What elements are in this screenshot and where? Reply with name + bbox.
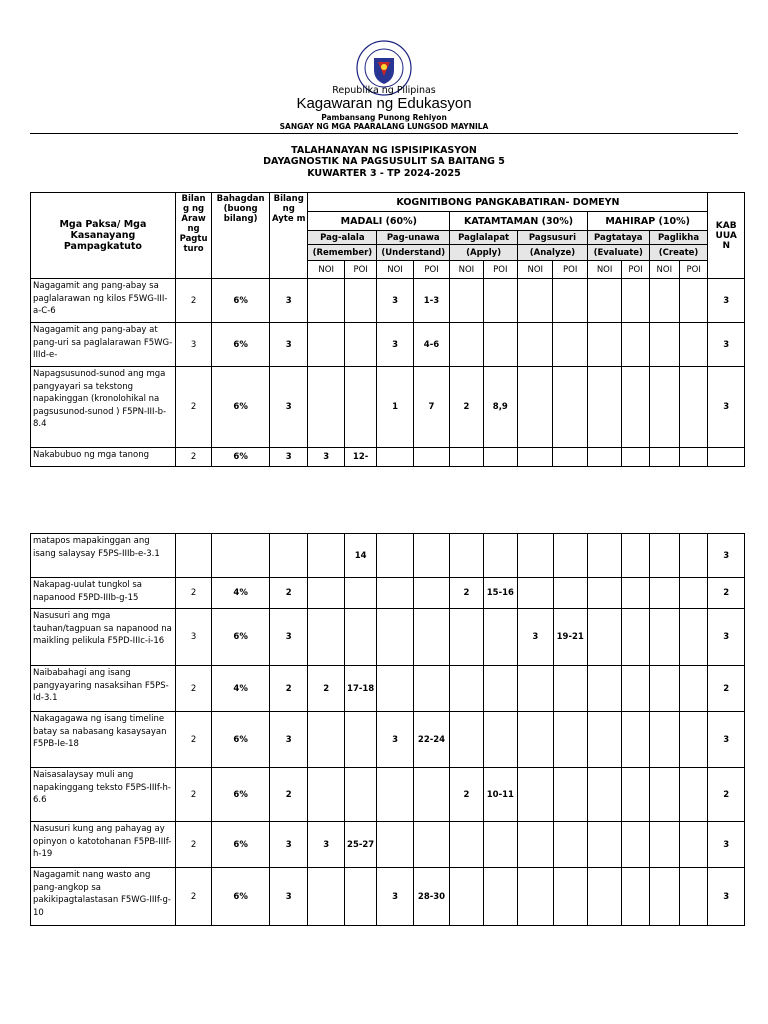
days-cell: 2 bbox=[175, 448, 211, 467]
table-row bbox=[31, 578, 745, 609]
total-cell: 2 bbox=[708, 578, 745, 609]
noi-cell bbox=[649, 578, 679, 609]
total-cell: 2 bbox=[708, 666, 745, 712]
noi-cell bbox=[587, 609, 621, 666]
noi-label: NOI bbox=[587, 261, 621, 279]
percent-cell: 6% bbox=[212, 279, 270, 323]
poi-cell bbox=[680, 609, 708, 666]
poi-cell bbox=[622, 367, 649, 448]
noi-label: NOI bbox=[308, 261, 344, 279]
items-cell: 3 bbox=[269, 609, 307, 666]
percent-cell: 6% bbox=[212, 822, 270, 868]
noi-cell bbox=[649, 448, 679, 467]
col-topics-header: Mga Paksa/ Mga Kasanayang Pampagkatuto bbox=[31, 193, 176, 279]
poi-cell bbox=[680, 578, 708, 609]
madali-header: MADALI (60%) bbox=[308, 212, 450, 231]
poi-cell bbox=[622, 609, 649, 666]
poi-label: POI bbox=[344, 261, 376, 279]
table-row bbox=[31, 768, 745, 822]
noi-cell bbox=[518, 367, 553, 448]
noi-cell bbox=[587, 279, 621, 323]
poi-cell: 14 bbox=[344, 534, 376, 578]
noi-cell bbox=[450, 822, 483, 868]
percent-cell: 6% bbox=[212, 609, 270, 666]
poi-cell bbox=[344, 323, 376, 367]
noi-cell bbox=[518, 578, 553, 609]
poi-cell bbox=[413, 768, 449, 822]
total-cell: 3 bbox=[708, 367, 745, 448]
noi-cell: 2 bbox=[450, 367, 483, 448]
noi-cell bbox=[518, 448, 553, 467]
items-cell: 3 bbox=[269, 448, 307, 467]
poi-cell bbox=[483, 822, 517, 868]
level-evaluate-en: (Evaluate) bbox=[587, 245, 649, 261]
noi-cell bbox=[377, 822, 413, 868]
percent-cell: 6% bbox=[212, 868, 270, 926]
region-label: Pambansang Punong Rehiyon bbox=[321, 113, 447, 122]
doc-title-2: DAYAGNOSTIK NA PAGSUSULIT SA BAITANG 5 bbox=[263, 156, 505, 167]
noi-cell bbox=[518, 666, 553, 712]
noi-cell: 3 bbox=[377, 323, 413, 367]
poi-cell: 22-24 bbox=[413, 712, 449, 768]
competency-cell: Napagsusunod-sunod ang mga pangyayari sa tekstong napakinggan (kronolohikal na pagsusunod-sunod ) F5PN-III-b-8.4 bbox=[31, 367, 176, 448]
level-understand-name: Pag-unawa bbox=[377, 231, 450, 245]
poi-cell bbox=[680, 712, 708, 768]
noi-cell bbox=[308, 768, 344, 822]
poi-cell bbox=[413, 448, 449, 467]
poi-cell bbox=[483, 448, 517, 467]
poi-cell: 15-16 bbox=[483, 578, 517, 609]
poi-cell bbox=[622, 712, 649, 768]
noi-cell bbox=[518, 323, 553, 367]
noi-cell bbox=[518, 534, 553, 578]
col-days-header: Bilan g ng Araw ng Pagtu turo bbox=[175, 193, 211, 279]
poi-cell bbox=[344, 712, 376, 768]
top-table-body bbox=[31, 279, 745, 467]
poi-cell bbox=[483, 609, 517, 666]
poi-cell: 1-3 bbox=[413, 279, 449, 323]
competency-cell: Nasusuri kung ang pahayag ay opinyon o katotohanan F5PB-IIIf-h-19 bbox=[31, 822, 176, 868]
poi-cell bbox=[553, 279, 587, 323]
noi-cell bbox=[649, 666, 679, 712]
noi-cell bbox=[450, 609, 483, 666]
noi-cell bbox=[450, 712, 483, 768]
poi-cell bbox=[553, 534, 587, 578]
noi-cell bbox=[518, 712, 553, 768]
poi-cell bbox=[483, 666, 517, 712]
noi-cell bbox=[518, 279, 553, 323]
competency-cell: Nagagamit ang pang-abay at pang-uri sa paglalarawan F5WG-IIId-e- bbox=[31, 323, 176, 367]
total-cell: 3 bbox=[708, 712, 745, 768]
poi-cell bbox=[553, 367, 587, 448]
republic-label: Republika ng Pilipinas bbox=[332, 85, 436, 96]
agency-name: Kagawaran ng Edukasyon bbox=[296, 95, 472, 112]
poi-label: POI bbox=[483, 261, 517, 279]
days-cell: 2 bbox=[175, 768, 211, 822]
level-understand-en: (Understand) bbox=[377, 245, 450, 261]
level-apply-name: Paglalapat bbox=[450, 231, 518, 245]
competency-cell: Nakapag-uulat tungkol sa napanood F5PD-IIIb-g-15 bbox=[31, 578, 176, 609]
poi-label: POI bbox=[622, 261, 649, 279]
noi-cell bbox=[377, 578, 413, 609]
poi-cell bbox=[344, 279, 376, 323]
noi-cell bbox=[308, 534, 344, 578]
table-row bbox=[31, 712, 745, 768]
poi-cell bbox=[680, 323, 708, 367]
poi-label: POI bbox=[553, 261, 587, 279]
table-row bbox=[31, 822, 745, 868]
poi-cell: 10-11 bbox=[483, 768, 517, 822]
noi-cell bbox=[377, 666, 413, 712]
poi-cell bbox=[680, 279, 708, 323]
katamtaman-header: KATAMTAMAN (30%) bbox=[450, 212, 588, 231]
poi-cell bbox=[483, 712, 517, 768]
noi-cell bbox=[377, 448, 413, 467]
poi-cell bbox=[413, 822, 449, 868]
days-cell: 2 bbox=[175, 367, 211, 448]
level-analyze-name: Pagsusuri bbox=[518, 231, 588, 245]
poi-cell bbox=[622, 323, 649, 367]
noi-cell bbox=[587, 448, 621, 467]
spec-table-top bbox=[30, 192, 745, 467]
poi-cell: 4-6 bbox=[413, 323, 449, 367]
total-cell: 2 bbox=[708, 768, 745, 822]
poi-cell bbox=[622, 822, 649, 868]
level-evaluate-name: Pagtataya bbox=[587, 231, 649, 245]
noi-cell bbox=[587, 666, 621, 712]
total-cell: 3 bbox=[708, 534, 745, 578]
competency-cell: Nasusuri ang mga tauhan/tagpuan sa napanood na maikling pelikula F5PD-IIIc-i-16 bbox=[31, 609, 176, 666]
items-cell: 3 bbox=[269, 822, 307, 868]
percent-cell: 6% bbox=[212, 448, 270, 467]
poi-cell bbox=[680, 448, 708, 467]
poi-cell bbox=[622, 279, 649, 323]
poi-cell bbox=[344, 768, 376, 822]
poi-cell: 19-21 bbox=[553, 609, 587, 666]
poi-cell bbox=[344, 367, 376, 448]
noi-cell bbox=[377, 609, 413, 666]
noi-cell bbox=[450, 534, 483, 578]
poi-cell bbox=[622, 448, 649, 467]
poi-cell bbox=[622, 666, 649, 712]
percent-cell: 4% bbox=[212, 578, 270, 609]
percent-cell: 6% bbox=[212, 367, 270, 448]
percent-cell: 6% bbox=[212, 768, 270, 822]
poi-cell: 17-18 bbox=[344, 666, 376, 712]
poi-cell bbox=[483, 279, 517, 323]
poi-cell bbox=[553, 323, 587, 367]
poi-cell bbox=[483, 868, 517, 926]
noi-cell bbox=[450, 448, 483, 467]
doc-title-1: TALAHANAYAN NG ISPISIPIKASYON bbox=[291, 145, 477, 156]
noi-cell bbox=[308, 323, 344, 367]
competency-cell: Naibabahagi ang isang pangyayaring nasaksihan F5PS-Id-3.1 bbox=[31, 666, 176, 712]
poi-cell: 12- bbox=[344, 448, 376, 467]
noi-cell bbox=[587, 868, 621, 926]
table-row bbox=[31, 323, 745, 367]
days-cell: 3 bbox=[175, 609, 211, 666]
col-items-header: Bilang ng Ayte m bbox=[269, 193, 307, 279]
noi-cell bbox=[308, 868, 344, 926]
noi-cell bbox=[308, 712, 344, 768]
noi-label: NOI bbox=[649, 261, 679, 279]
doc-title-3: KUWARTER 3 - TP 2024-2025 bbox=[307, 168, 461, 179]
total-cell: 3 bbox=[708, 609, 745, 666]
days-cell: 2 bbox=[175, 279, 211, 323]
total-cell bbox=[708, 448, 745, 467]
table-row bbox=[31, 534, 745, 578]
noi-label: NOI bbox=[377, 261, 413, 279]
items-cell: 3 bbox=[269, 323, 307, 367]
noi-cell bbox=[649, 534, 679, 578]
poi-cell bbox=[622, 578, 649, 609]
noi-cell bbox=[308, 578, 344, 609]
noi-label: NOI bbox=[450, 261, 483, 279]
table-row bbox=[31, 609, 745, 666]
items-cell bbox=[269, 534, 307, 578]
mahirap-header: MAHIRAP (10%) bbox=[587, 212, 708, 231]
noi-cell bbox=[587, 822, 621, 868]
noi-cell: 3 bbox=[308, 448, 344, 467]
noi-cell bbox=[649, 279, 679, 323]
poi-cell bbox=[680, 868, 708, 926]
noi-cell: 1 bbox=[377, 367, 413, 448]
division-label: SANGAY NG MGA PAARALANG LUNGSOD MAYNILA bbox=[279, 122, 489, 131]
total-cell: 3 bbox=[708, 279, 745, 323]
level-analyze-en: (Analyze) bbox=[518, 245, 588, 261]
level-remember-name: Pag-alala bbox=[308, 231, 377, 245]
poi-cell bbox=[622, 534, 649, 578]
items-cell: 3 bbox=[269, 868, 307, 926]
percent-cell: 4% bbox=[212, 666, 270, 712]
poi-cell bbox=[680, 534, 708, 578]
days-cell: 2 bbox=[175, 666, 211, 712]
poi-cell bbox=[413, 609, 449, 666]
noi-cell: 3 bbox=[377, 279, 413, 323]
poi-cell bbox=[553, 822, 587, 868]
items-cell: 2 bbox=[269, 666, 307, 712]
days-cell: 2 bbox=[175, 822, 211, 868]
table-row bbox=[31, 279, 745, 323]
noi-cell bbox=[518, 822, 553, 868]
competency-cell: Naisasalaysay muli ang napakinggang teksto F5PS-IIIf-h-6.6 bbox=[31, 768, 176, 822]
competency-cell: matapos mapakinggan ang isang salaysay F5PS-IIIb-e-3.1 bbox=[31, 534, 176, 578]
table-row bbox=[31, 448, 745, 467]
noi-cell bbox=[649, 367, 679, 448]
noi-cell bbox=[377, 534, 413, 578]
poi-cell bbox=[344, 868, 376, 926]
noi-cell bbox=[649, 609, 679, 666]
poi-cell bbox=[680, 822, 708, 868]
noi-cell bbox=[450, 323, 483, 367]
total-cell: 3 bbox=[708, 323, 745, 367]
noi-cell: 2 bbox=[308, 666, 344, 712]
percent-cell: 6% bbox=[212, 712, 270, 768]
poi-cell: 25-27 bbox=[344, 822, 376, 868]
noi-cell bbox=[587, 534, 621, 578]
days-cell: 2 bbox=[175, 578, 211, 609]
items-cell: 3 bbox=[269, 279, 307, 323]
poi-cell bbox=[553, 448, 587, 467]
noi-cell bbox=[308, 367, 344, 448]
noi-cell bbox=[308, 279, 344, 323]
poi-cell bbox=[553, 868, 587, 926]
noi-cell: 3 bbox=[518, 609, 553, 666]
noi-cell bbox=[649, 323, 679, 367]
table-row bbox=[31, 666, 745, 712]
noi-cell bbox=[587, 578, 621, 609]
noi-cell bbox=[450, 666, 483, 712]
col-total-header: KAB UUA N bbox=[708, 193, 745, 279]
noi-cell bbox=[649, 868, 679, 926]
poi-cell bbox=[413, 666, 449, 712]
days-cell: 2 bbox=[175, 712, 211, 768]
items-cell: 2 bbox=[269, 578, 307, 609]
poi-cell bbox=[483, 534, 517, 578]
poi-cell bbox=[622, 868, 649, 926]
poi-cell bbox=[680, 666, 708, 712]
poi-cell bbox=[622, 768, 649, 822]
poi-label: POI bbox=[680, 261, 708, 279]
noi-cell bbox=[450, 279, 483, 323]
header-rule bbox=[30, 133, 738, 134]
noi-cell bbox=[649, 712, 679, 768]
competency-cell: Nagagamit nang wasto ang pang-angkop sa pakikipagtalastasan F5WG-IIIf-g-10 bbox=[31, 868, 176, 926]
noi-cell: 3 bbox=[377, 712, 413, 768]
domain-header: KOGNITIBONG PANGKABATIRAN- DOMEYN bbox=[308, 193, 708, 212]
table-row bbox=[31, 367, 745, 448]
total-cell: 3 bbox=[708, 868, 745, 926]
poi-cell bbox=[344, 609, 376, 666]
poi-cell bbox=[413, 534, 449, 578]
col-percent-header: Bahagdan (buong bilang) bbox=[212, 193, 270, 279]
poi-label: POI bbox=[413, 261, 449, 279]
noi-cell bbox=[587, 367, 621, 448]
competency-cell: Nagagamit ang pang-abay sa paglalarawan ng kilos F5WG-III-a-C-6 bbox=[31, 279, 176, 323]
poi-cell bbox=[483, 323, 517, 367]
noi-cell bbox=[377, 768, 413, 822]
noi-cell bbox=[587, 323, 621, 367]
noi-cell bbox=[308, 609, 344, 666]
level-create-name: Paglikha bbox=[649, 231, 708, 245]
level-create-en: (Create) bbox=[649, 245, 708, 261]
total-cell: 3 bbox=[708, 822, 745, 868]
poi-cell: 8,9 bbox=[483, 367, 517, 448]
noi-cell: 2 bbox=[450, 768, 483, 822]
noi-cell bbox=[649, 822, 679, 868]
poi-cell bbox=[553, 578, 587, 609]
days-cell: 2 bbox=[175, 868, 211, 926]
competency-cell: Nakagagawa ng isang timeline batay sa nabasang kasaysayan F5PB-Ie-18 bbox=[31, 712, 176, 768]
poi-cell: 7 bbox=[413, 367, 449, 448]
poi-cell bbox=[553, 666, 587, 712]
poi-cell bbox=[680, 367, 708, 448]
spec-table-bottom bbox=[30, 533, 745, 926]
items-cell: 3 bbox=[269, 712, 307, 768]
items-cell: 3 bbox=[269, 367, 307, 448]
percent-cell: 6% bbox=[212, 323, 270, 367]
days-cell bbox=[175, 534, 211, 578]
poi-cell bbox=[413, 578, 449, 609]
noi-cell bbox=[587, 712, 621, 768]
noi-cell bbox=[450, 868, 483, 926]
poi-cell bbox=[553, 768, 587, 822]
level-apply-en: (Apply) bbox=[450, 245, 518, 261]
level-remember-en: (Remember) bbox=[308, 245, 377, 261]
noi-cell: 3 bbox=[308, 822, 344, 868]
poi-cell bbox=[344, 578, 376, 609]
days-cell: 3 bbox=[175, 323, 211, 367]
noi-cell bbox=[649, 768, 679, 822]
noi-cell: 2 bbox=[450, 578, 483, 609]
noi-cell bbox=[518, 768, 553, 822]
items-cell: 2 bbox=[269, 768, 307, 822]
competency-cell: Nakabubuo ng mga tanong bbox=[31, 448, 176, 467]
noi-label: NOI bbox=[518, 261, 553, 279]
poi-cell: 28-30 bbox=[413, 868, 449, 926]
bottom-table-body bbox=[31, 534, 745, 926]
noi-cell bbox=[518, 868, 553, 926]
table-row bbox=[31, 868, 745, 926]
noi-cell bbox=[587, 768, 621, 822]
percent-cell bbox=[212, 534, 270, 578]
poi-cell bbox=[553, 712, 587, 768]
poi-cell bbox=[680, 768, 708, 822]
noi-cell: 3 bbox=[377, 868, 413, 926]
